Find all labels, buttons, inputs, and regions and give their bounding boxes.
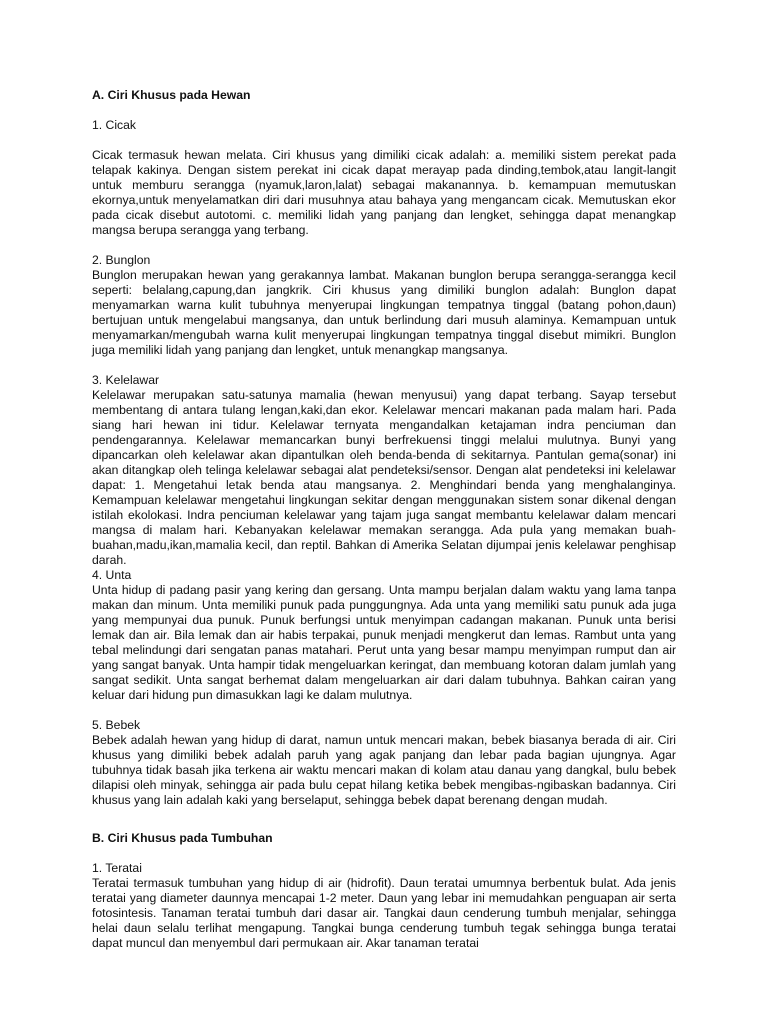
bebek-heading: 5. Bebek [92,718,141,732]
bunglon-heading: 2. Bunglon [92,253,151,267]
kelelawar-paragraph: Kelelawar merupakan satu-satunya mamalia (hewan menyusui) yang dapat terbang. Sayap tersebut membentang di antara tulang lengan,kaki,dan ekor. Kelelawar mencari makanan pada malam hari. Pada siang hari hewan ini tidur. Kelelawar ternyata mengandalkan ketajaman indra penciuman dan pendengarannya. Kelelawar memancarkan bunyi berfrekuensi tinggi melalui mulutnya. Bunyi yang dipancarkan oleh kelelawar akan dipantulkan oleh benda-benda di sekitarnya. Pantulan gema(sonar) ini akan ditangkap oleh telinga kelelawar sebagai alat pendeteksi/sensor. Dengan alat pendeteksi ini kelelawar dapat: 1. Mengetahui letak benda atau mangsanya. 2. Menghindari benda yang menghalanginya. Kemampuan kelelawar mengetahui lingkungan sekitar dengan menggunakan sistem sonar dikenal dengan istilah ekolokasi. Indra penciuman kelelawar yang tajam juga sangat membantu kelelawar dalam mencari mangsa di malam hari. Kebanyakan kelelawar memakan serangga. Ada pula yang memakan buah-buahan,madu,ikan,mamalia kecil, dan reptil. Bahkan di Amerika Selatan dijumpai jenis kelelawar penghisap darah. [92,388,676,567]
teratai-paragraph: Teratai termasuk tumbuhan yang hidup di air (hidrofit). Daun teratai umumnya berbentuk bulat. Ada jenis teratai yang diameter daunnya mencapai 1-2 meter. Daun yang lebar ini memudahkan penguapan air serta fotosintesis. Tanaman teratai tumbuh dari dasar air. Tangkai daun cenderung tumbuh menjalar, sehingga helai daun selalu terlihat mengapung. Tangkai bunga cenderung tumbuh tegak sehingga bunga teratai dapat muncul dan menyembul dari permukaan air. Akar tanaman teratai [92,876,676,950]
bebek-paragraph: Bebek adalah hewan yang hidup di darat, namun untuk mencari makan, bebek biasanya berada di air. Ciri khusus yang dimiliki bebek adalah paruh yang agak panjang dan lebar pada bagian ujungnya. Agar tubuhnya tidak basah jika terkena air waktu mencari makan di kolam atau danau yang dangkal, bulu bebek dilapisi oleh minyak, sehingga air pada bulu cepat hilang ketika bebek mengibas-ngibaskan badannya. Ciri khusus yang lain adalah kaki yang berselaput, sehingga bebek dapat berenang dengan mudah. [92,733,676,807]
kelelawar-heading: 3. Kelelawar [92,373,160,387]
unta-heading: 4. Unta [92,568,132,582]
cicak-paragraph: Cicak termasuk hewan melata. Ciri khusus yang dimiliki cicak adalah: a. memiliki sistem perekat pada telapak kakinya. Dengan sistem perekat ini cicak dapat merayap pada dinding,tembok,atau langit-langit untuk memburu serangga (nyamuk,laron,lalat) sebagai makanannya. b. kemampuan memutuskan ekornya,untuk menyelamatkan diri dari musuhnya atau bahaya yang mengancam cicak. Memutuskan ekor pada cicak disebut autotomi. c. memiliki lidah yang panjang dan lengket, sehingga dapat menangkap mangsa berupa serangga yang terbang. [92,148,676,237]
cicak-heading: 1. Cicak [92,118,137,132]
document-page [92,88,676,951]
bunglon-paragraph: Bunglon merupakan hewan yang gerakannya lambat. Makanan bunglon berupa serangga-serangga kecil seperti: belalang,capung,dan jangkrik. Ciri khusus yang dimiliki bunglon adalah: Bunglon dapat menyamarkan warna kulit tubuhnya menyerupai lingkungan tempatnya tinggal (batang pohon,daun) bertujuan untuk mengelabui mangsanya, dan untuk berlindung dari musuh alaminya. Kemampuan untuk menyamarkan/mengubah warna kulit menyerupai lingkungan tempatnya tinggal disebut mimikri. Bunglon juga memiliki lidah yang panjang dan lengket, untuk menangkap mangsanya. [92,268,676,357]
unta-paragraph: Unta hidup di padang pasir yang kering dan gersang. Unta mampu berjalan dalam waktu yang lama tanpa makan dan minum. Unta memiliki punuk pada punggungnya. Ada unta yang memiliki satu punuk ada juga yang mempunyai dua punuk. Punuk berfungsi untuk menyimpan cadangan makanan. Punuk unta berisi lemak dan air. Bila lemak dan air habis terpakai, punuk menjadi mengkerut dan lemas. Rambut unta yang tebal melindungi dari sengatan panas matahari. Perut unta yang besar mampu menyimpan rumput dan air yang sangat banyak. Unta hampir tidak mengeluarkan keringat, dan membuang kotoran dalam jumlah yang sangat sedikit. Unta sangat berhemat dalam mengeluarkan air dari dalam tubuhnya. Bahkan cairan yang keluar dari hidung pun dimasukkan lagi ke dalam mulutnya. [92,583,676,702]
section-a-heading: A. Ciri Khusus pada Hewan [92,88,251,102]
section-b-heading: B. Ciri Khusus pada Tumbuhan [92,831,273,845]
teratai-heading: 1. Teratai [92,861,142,875]
